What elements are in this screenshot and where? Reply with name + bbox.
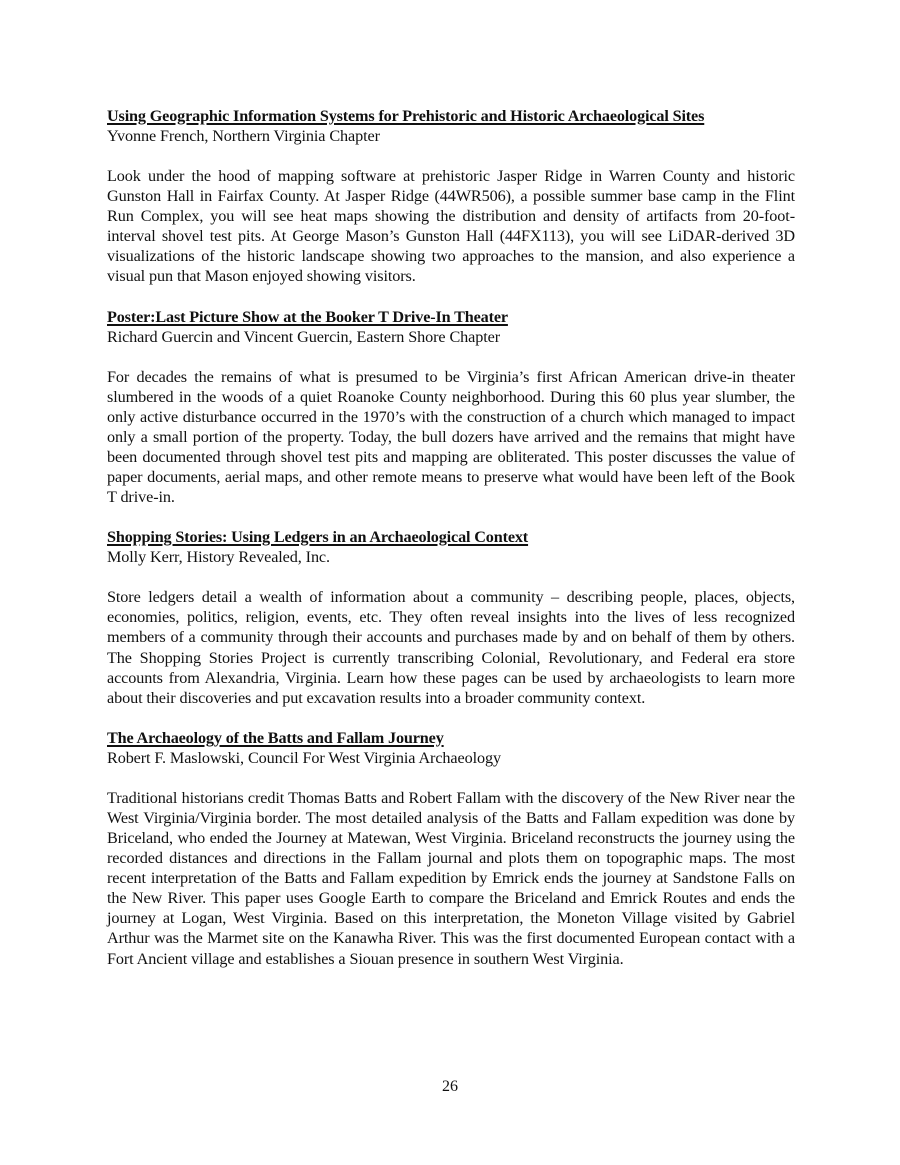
abstract-author: Yvonne French, Northern Virginia Chapter: [107, 127, 380, 145]
abstract-author: Molly Kerr, History Revealed, Inc.: [107, 548, 330, 567]
abstract-shopping-stories: [107, 527, 795, 708]
abstract-body: Store ledgers detail a wealth of information about a community – describing people, places, objects, economies, politics, religion, events, etc. They often reveal insights into the lives of less recognized members of a community through their accounts and purchases made by and on behalf of them by others. The Shopping Stories Project is currently transcribing Colonial, Revolutionary, and Federal era store accounts from Alexandria, Virginia. Learn how these pages can be used by archaeologists to learn more about their discoveries and put excavation results into a broader community context.: [107, 588, 795, 707]
abstract-title: Shopping Stories: Using Ledgers in an Archaeological Context: [107, 528, 529, 547]
abstract-gis-archaeological-sites: [107, 106, 795, 287]
abstract-body: For decades the remains of what is presumed to be Virginia’s first African American drive-in theater slumbered in the woods of a quiet Roanoke County neighborhood. During this 60 plus year slumber, the only active disturbance occurred in the 1970’s with the construction of a church which managed to impact only a small portion of the property. Today, the bull dozers have arrived and the remains that might have been documented through shovel test pits and mapping are obliterated. This poster discusses the value of paper documents, aerial maps, and other remote means to preserve what would have been left of the Book T drive-in.: [107, 367, 795, 507]
abstract-title: Using Geographic Information Systems for Prehistoric and Historic Archaeological Sites: [107, 107, 705, 125]
page-number: 26: [442, 1078, 458, 1095]
abstract-title: The Archaeology of the Batts and Fallam Journey: [107, 728, 444, 747]
abstract-body: Look under the hood of mapping software at prehistoric Jasper Ridge in Warren County and historic Gunston Hall in Fairfax County. At Jasper Ridge (44WR506), a possible summer base camp in the Flint Run Complex, you will see heat maps showing the distribution and density of artifacts from 20-foot-interval shovel test pits. At George Mason’s Gunston Hall (44FX113), you will see LiDAR-derived 3D visualizations of the historic landscape showing two approaches to the mansion, and also experience a visual pun that Mason enjoyed showing visitors.: [107, 167, 795, 286]
document-page: [107, 106, 795, 989]
abstract-title: Poster:Last Picture Show at the Booker T Drive-In Theater: [107, 307, 508, 326]
abstract-author: Richard Guercin and Vincent Guercin, Eastern Shore Chapter: [107, 327, 500, 346]
abstract-batts-fallam-journey: [107, 728, 795, 969]
abstract-booker-t-drive-in: [107, 307, 795, 508]
abstract-body: Traditional historians credit Thomas Batts and Robert Fallam with the discovery of the New River near the West Virginia/Virginia border. The most detailed analysis of the Batts and Fallam expedition was done by Briceland, who ended the Journey at Matewan, West Virginia. Briceland reconstructs the journey using the recorded distances and directions in the Fallam journal and plots them on topographic maps. The most recent interpretation of the Batts and Fallam expedition by Emrick ends the journey at Sandstone Falls on the New River. This paper uses Google Earth to compare the Briceland and Emrick Routes and ends the journey at Logan, West Virginia. Based on this interpretation, the Moneton Village visited by Gabriel Arthur was the Marmet site on the Kanawha River. This was the first documented European contact with a Fort Ancient village and establishes a Siouan presence in southern West Virginia.: [107, 788, 795, 968]
abstract-author: Robert F. Maslowski, Council For West Virginia Archaeology: [107, 748, 501, 767]
